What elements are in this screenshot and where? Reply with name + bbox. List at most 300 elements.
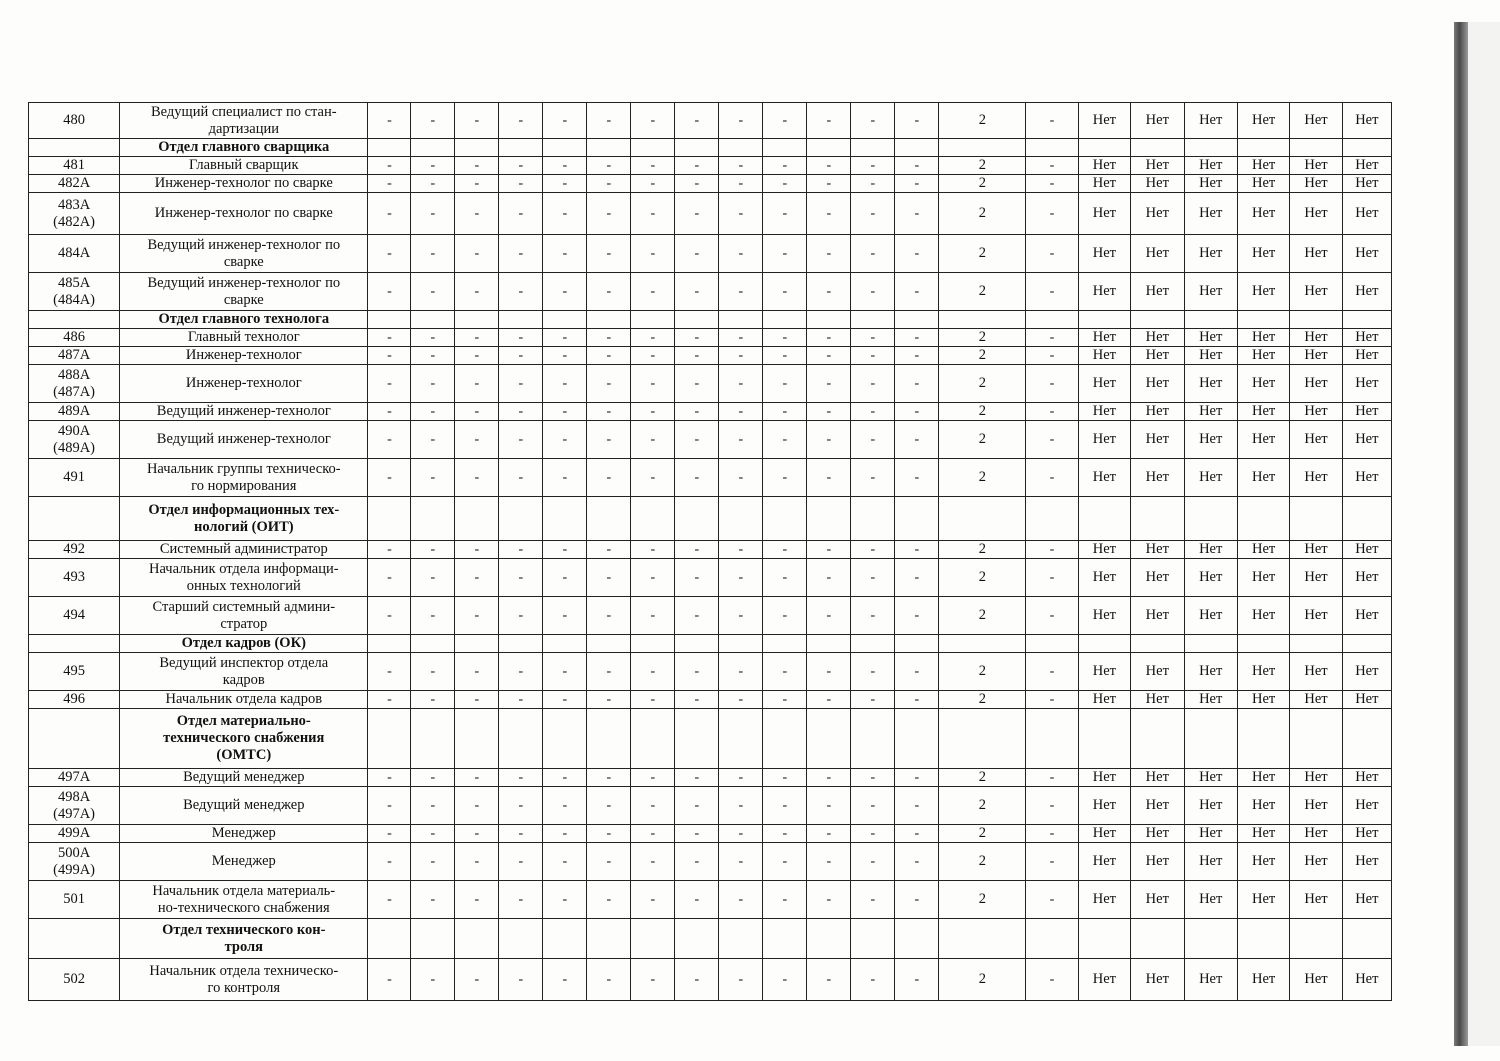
answer-cell: Нет bbox=[1131, 691, 1184, 709]
text-line: 483А bbox=[57, 196, 91, 213]
table-row bbox=[29, 193, 1392, 235]
answer-cell: Нет bbox=[1237, 653, 1289, 691]
dash-cell: - bbox=[411, 235, 455, 273]
count-cell: 2 bbox=[939, 403, 1026, 421]
position-name-cell bbox=[120, 421, 368, 459]
dash-cell: - bbox=[587, 843, 631, 881]
answer-cell: Нет bbox=[1237, 157, 1289, 175]
answer-cell: Нет bbox=[1131, 329, 1184, 347]
dash-cell: - bbox=[675, 787, 719, 825]
dash-cell: - bbox=[1026, 541, 1078, 559]
dash-cell: - bbox=[587, 541, 631, 559]
dash-cell: - bbox=[719, 825, 763, 843]
dash-cell: - bbox=[719, 559, 763, 597]
dash-cell: - bbox=[631, 541, 675, 559]
dash-cell: - bbox=[763, 691, 807, 709]
answer-cell: Нет bbox=[1342, 787, 1391, 825]
answer-cell: Нет bbox=[1342, 193, 1391, 235]
answer-cell bbox=[1131, 709, 1184, 769]
row-number-cell bbox=[29, 843, 120, 881]
dash-cell: - bbox=[895, 769, 939, 787]
count-cell: 2 bbox=[939, 959, 1026, 1001]
dash-cell bbox=[807, 635, 851, 653]
dash-cell: - bbox=[455, 881, 499, 919]
dash-cell: - bbox=[499, 881, 543, 919]
count-cell bbox=[939, 497, 1026, 541]
row-number-cell bbox=[29, 959, 120, 1001]
answer-cell: Нет bbox=[1342, 175, 1391, 193]
dash-cell: - bbox=[499, 691, 543, 709]
text-line: Менеджер bbox=[211, 853, 276, 869]
dash-cell: - bbox=[719, 459, 763, 497]
answer-cell: Нет bbox=[1078, 421, 1130, 459]
dash-cell: - bbox=[851, 273, 895, 311]
answer-cell: Нет bbox=[1078, 597, 1130, 635]
answer-cell: Нет bbox=[1078, 959, 1130, 1001]
answer-cell: Нет bbox=[1184, 421, 1237, 459]
dash-cell: - bbox=[543, 769, 587, 787]
answer-cell: Нет bbox=[1078, 329, 1130, 347]
text-line: 484А bbox=[57, 245, 91, 261]
dash-cell: - bbox=[807, 881, 851, 919]
dash-cell bbox=[807, 709, 851, 769]
dash-cell: - bbox=[499, 541, 543, 559]
dash-cell bbox=[895, 709, 939, 769]
dash-cell: - bbox=[411, 881, 455, 919]
dash-cell bbox=[411, 635, 455, 653]
dash-cell: - bbox=[675, 157, 719, 175]
dash-cell: - bbox=[719, 541, 763, 559]
table-row bbox=[29, 175, 1392, 193]
row-number-cell bbox=[29, 635, 120, 653]
answer-cell: Нет bbox=[1290, 421, 1342, 459]
answer-cell: Нет bbox=[1184, 459, 1237, 497]
dash-cell: - bbox=[631, 843, 675, 881]
dash-cell bbox=[411, 311, 455, 329]
dash-cell: - bbox=[411, 329, 455, 347]
dash-cell bbox=[368, 919, 411, 959]
answer-cell: Нет bbox=[1078, 193, 1130, 235]
dash-cell: - bbox=[1026, 273, 1078, 311]
answer-cell: Нет bbox=[1184, 365, 1237, 403]
row-number-cell bbox=[29, 825, 120, 843]
answer-cell: Нет bbox=[1131, 787, 1184, 825]
dash-cell: - bbox=[411, 175, 455, 193]
text-line: Инженер-технолог bbox=[185, 347, 302, 363]
text-line: Отдел информационных тех- bbox=[148, 501, 340, 518]
answer-cell bbox=[1237, 635, 1289, 653]
dash-cell bbox=[543, 497, 587, 541]
dash-cell bbox=[587, 919, 631, 959]
dash-cell bbox=[851, 635, 895, 653]
dash-cell: - bbox=[543, 825, 587, 843]
dash-cell: - bbox=[763, 175, 807, 193]
position-name-cell bbox=[120, 193, 368, 235]
dash-cell: - bbox=[587, 365, 631, 403]
answer-cell bbox=[1184, 635, 1237, 653]
dash-cell: - bbox=[895, 825, 939, 843]
text-line: Ведущий инженер-технолог по bbox=[147, 236, 341, 253]
dash-cell: - bbox=[631, 175, 675, 193]
answer-cell bbox=[1237, 919, 1289, 959]
dash-cell: - bbox=[851, 597, 895, 635]
dash-cell: - bbox=[587, 175, 631, 193]
dash-cell: - bbox=[895, 365, 939, 403]
dash-cell bbox=[587, 709, 631, 769]
table-row bbox=[29, 273, 1392, 311]
dash-cell: - bbox=[719, 597, 763, 635]
dash-cell: - bbox=[719, 365, 763, 403]
answer-cell: Нет bbox=[1290, 403, 1342, 421]
dash-cell: - bbox=[631, 273, 675, 311]
dash-cell: - bbox=[411, 193, 455, 235]
answer-cell bbox=[1078, 919, 1130, 959]
answer-cell bbox=[1131, 919, 1184, 959]
table-row bbox=[29, 403, 1392, 421]
dash-cell: - bbox=[499, 769, 543, 787]
dash-cell: - bbox=[411, 653, 455, 691]
answer-cell: Нет bbox=[1131, 235, 1184, 273]
dash-cell: - bbox=[499, 347, 543, 365]
dash-cell: - bbox=[1026, 959, 1078, 1001]
text-line: 481 bbox=[63, 157, 85, 173]
answer-cell bbox=[1237, 139, 1289, 157]
dash-cell: - bbox=[895, 347, 939, 365]
dash-cell bbox=[455, 311, 499, 329]
dash-cell: - bbox=[368, 175, 411, 193]
dash-cell: - bbox=[543, 959, 587, 1001]
answer-cell: Нет bbox=[1078, 881, 1130, 919]
dash-cell: - bbox=[543, 193, 587, 235]
dash-cell: - bbox=[631, 365, 675, 403]
dash-cell: - bbox=[763, 403, 807, 421]
dash-cell: - bbox=[851, 787, 895, 825]
text-line: Отдел главного технолога bbox=[158, 311, 330, 327]
answer-cell: Нет bbox=[1342, 881, 1391, 919]
dash-cell bbox=[411, 709, 455, 769]
dash-cell bbox=[543, 709, 587, 769]
dash-cell: - bbox=[543, 403, 587, 421]
dash-cell: - bbox=[1026, 103, 1078, 139]
dash-cell: - bbox=[631, 157, 675, 175]
dash-cell: - bbox=[763, 881, 807, 919]
position-name-cell bbox=[120, 843, 368, 881]
text-line: 495 bbox=[63, 663, 85, 679]
dash-cell: - bbox=[719, 235, 763, 273]
position-name-cell bbox=[120, 691, 368, 709]
row-number-cell bbox=[29, 459, 120, 497]
dash-cell: - bbox=[587, 597, 631, 635]
table-row bbox=[29, 881, 1392, 919]
dash-cell: - bbox=[455, 541, 499, 559]
answer-cell: Нет bbox=[1131, 175, 1184, 193]
answer-cell: Нет bbox=[1237, 365, 1289, 403]
dash-cell: - bbox=[1026, 157, 1078, 175]
department-header-row bbox=[29, 709, 1392, 769]
dash-cell: - bbox=[455, 597, 499, 635]
dash-cell bbox=[631, 709, 675, 769]
department-header-row bbox=[29, 635, 1392, 653]
dash-cell: - bbox=[587, 347, 631, 365]
text-line: Инженер-технолог bbox=[185, 375, 302, 391]
dash-cell bbox=[675, 497, 719, 541]
answer-cell bbox=[1237, 311, 1289, 329]
position-name-cell bbox=[120, 403, 368, 421]
dash-cell: - bbox=[851, 329, 895, 347]
answer-cell: Нет bbox=[1342, 541, 1391, 559]
text-line: но-технического снабжения bbox=[157, 899, 330, 916]
dash-cell: - bbox=[455, 769, 499, 787]
dash-cell bbox=[499, 919, 543, 959]
text-line: сварке bbox=[223, 253, 264, 270]
answer-cell: Нет bbox=[1342, 843, 1391, 881]
table-row bbox=[29, 329, 1392, 347]
count-cell: 2 bbox=[939, 103, 1026, 139]
dash-cell bbox=[675, 709, 719, 769]
answer-cell: Нет bbox=[1342, 235, 1391, 273]
dash-cell bbox=[499, 497, 543, 541]
dash-cell: - bbox=[719, 843, 763, 881]
dash-cell: - bbox=[719, 403, 763, 421]
dash-cell bbox=[455, 635, 499, 653]
dash-cell: - bbox=[368, 825, 411, 843]
dash-cell: - bbox=[587, 787, 631, 825]
dash-cell: - bbox=[675, 403, 719, 421]
text-line: 502 bbox=[63, 971, 85, 987]
text-line: 487А bbox=[57, 347, 91, 363]
answer-cell: Нет bbox=[1131, 597, 1184, 635]
dash-cell bbox=[631, 635, 675, 653]
department-header-row bbox=[29, 919, 1392, 959]
dash-cell: - bbox=[851, 559, 895, 597]
dash-cell: - bbox=[368, 103, 411, 139]
answer-cell: Нет bbox=[1078, 691, 1130, 709]
dash-cell: - bbox=[411, 787, 455, 825]
dash-cell: - bbox=[455, 559, 499, 597]
dash-cell: - bbox=[368, 347, 411, 365]
dash-cell: - bbox=[499, 403, 543, 421]
department-name-cell bbox=[120, 919, 368, 959]
answer-cell: Нет bbox=[1290, 541, 1342, 559]
dash-cell: - bbox=[763, 459, 807, 497]
answer-cell: Нет bbox=[1290, 825, 1342, 843]
dash-cell: - bbox=[587, 459, 631, 497]
staffing-table bbox=[28, 102, 1392, 1001]
dash-cell: - bbox=[1026, 825, 1078, 843]
department-header-row bbox=[29, 139, 1392, 157]
answer-cell: Нет bbox=[1078, 273, 1130, 311]
answer-cell: Нет bbox=[1290, 347, 1342, 365]
answer-cell: Нет bbox=[1342, 157, 1391, 175]
answer-cell bbox=[1078, 709, 1130, 769]
dash-cell: - bbox=[763, 653, 807, 691]
answer-cell: Нет bbox=[1078, 653, 1130, 691]
dash-cell: - bbox=[675, 347, 719, 365]
answer-cell bbox=[1342, 497, 1391, 541]
answer-cell bbox=[1184, 919, 1237, 959]
dash-cell bbox=[587, 311, 631, 329]
dash-cell: - bbox=[499, 273, 543, 311]
row-number-cell bbox=[29, 403, 120, 421]
dash-cell: - bbox=[763, 157, 807, 175]
dash-cell: - bbox=[631, 787, 675, 825]
answer-cell bbox=[1237, 709, 1289, 769]
dash-cell bbox=[1026, 139, 1078, 157]
dash-cell bbox=[719, 497, 763, 541]
dash-cell: - bbox=[719, 691, 763, 709]
answer-cell: Нет bbox=[1290, 787, 1342, 825]
dash-cell: - bbox=[499, 329, 543, 347]
dash-cell: - bbox=[851, 691, 895, 709]
table-row bbox=[29, 347, 1392, 365]
department-name-cell bbox=[120, 139, 368, 157]
answer-cell: Нет bbox=[1131, 769, 1184, 787]
dash-cell bbox=[807, 139, 851, 157]
answer-cell: Нет bbox=[1342, 691, 1391, 709]
dash-cell: - bbox=[1026, 421, 1078, 459]
dash-cell: - bbox=[631, 403, 675, 421]
answer-cell: Нет bbox=[1078, 235, 1130, 273]
dash-cell: - bbox=[895, 403, 939, 421]
table-row bbox=[29, 959, 1392, 1001]
text-line: Начальник отдела материаль- bbox=[152, 882, 336, 899]
scan-margin bbox=[1468, 22, 1500, 1046]
dash-cell: - bbox=[455, 235, 499, 273]
dash-cell: - bbox=[1026, 559, 1078, 597]
dash-cell: - bbox=[368, 273, 411, 311]
answer-cell: Нет bbox=[1342, 559, 1391, 597]
row-number-cell bbox=[29, 235, 120, 273]
dash-cell: - bbox=[807, 843, 851, 881]
dash-cell: - bbox=[368, 421, 411, 459]
dash-cell: - bbox=[895, 273, 939, 311]
answer-cell bbox=[1078, 497, 1130, 541]
answer-cell bbox=[1131, 497, 1184, 541]
dash-cell bbox=[851, 139, 895, 157]
dash-cell: - bbox=[499, 653, 543, 691]
text-line: (499А) bbox=[53, 861, 96, 878]
dash-cell: - bbox=[631, 825, 675, 843]
answer-cell: Нет bbox=[1342, 403, 1391, 421]
text-line: 492 bbox=[63, 541, 85, 557]
position-name-cell bbox=[120, 157, 368, 175]
count-cell: 2 bbox=[939, 597, 1026, 635]
dash-cell: - bbox=[851, 365, 895, 403]
dash-cell bbox=[543, 311, 587, 329]
count-cell bbox=[939, 709, 1026, 769]
dash-cell: - bbox=[587, 235, 631, 273]
answer-cell: Нет bbox=[1290, 157, 1342, 175]
text-line: Отдел технического кон- bbox=[162, 921, 326, 938]
dash-cell: - bbox=[455, 157, 499, 175]
answer-cell bbox=[1184, 709, 1237, 769]
answer-cell: Нет bbox=[1184, 347, 1237, 365]
dash-cell: - bbox=[411, 157, 455, 175]
answer-cell bbox=[1078, 311, 1130, 329]
dash-cell: - bbox=[411, 421, 455, 459]
row-number-cell bbox=[29, 421, 120, 459]
answer-cell: Нет bbox=[1237, 421, 1289, 459]
answer-cell: Нет bbox=[1078, 157, 1130, 175]
table-row bbox=[29, 103, 1392, 139]
row-number-cell bbox=[29, 157, 120, 175]
answer-cell: Нет bbox=[1342, 597, 1391, 635]
row-number-cell bbox=[29, 273, 120, 311]
dash-cell bbox=[1026, 497, 1078, 541]
dash-cell bbox=[499, 709, 543, 769]
text-line: Ведущий инженер-технолог bbox=[156, 403, 331, 419]
position-name-cell bbox=[120, 347, 368, 365]
position-name-cell bbox=[120, 541, 368, 559]
count-cell: 2 bbox=[939, 235, 1026, 273]
dash-cell: - bbox=[675, 843, 719, 881]
dash-cell: - bbox=[543, 273, 587, 311]
dash-cell: - bbox=[763, 769, 807, 787]
dash-cell bbox=[895, 139, 939, 157]
dash-cell: - bbox=[719, 421, 763, 459]
answer-cell: Нет bbox=[1237, 691, 1289, 709]
dash-cell: - bbox=[631, 347, 675, 365]
dash-cell: - bbox=[851, 103, 895, 139]
dash-cell: - bbox=[675, 459, 719, 497]
dash-cell: - bbox=[587, 193, 631, 235]
dash-cell: - bbox=[368, 691, 411, 709]
dash-cell: - bbox=[368, 559, 411, 597]
answer-cell: Нет bbox=[1237, 881, 1289, 919]
text-line: Отдел кадров (ОК) bbox=[181, 635, 306, 651]
dash-cell: - bbox=[631, 769, 675, 787]
dash-cell: - bbox=[719, 959, 763, 1001]
answer-cell: Нет bbox=[1237, 193, 1289, 235]
count-cell: 2 bbox=[939, 273, 1026, 311]
dash-cell: - bbox=[1026, 329, 1078, 347]
answer-cell: Нет bbox=[1342, 347, 1391, 365]
dash-cell: - bbox=[1026, 597, 1078, 635]
answer-cell bbox=[1078, 139, 1130, 157]
answer-cell: Нет bbox=[1290, 653, 1342, 691]
dash-cell: - bbox=[587, 559, 631, 597]
dash-cell bbox=[455, 709, 499, 769]
text-line: Начальник отдела информаци- bbox=[148, 560, 339, 577]
department-name-cell bbox=[120, 635, 368, 653]
answer-cell: Нет bbox=[1184, 157, 1237, 175]
dash-cell: - bbox=[675, 541, 719, 559]
dash-cell bbox=[719, 919, 763, 959]
dash-cell: - bbox=[807, 421, 851, 459]
row-number-cell bbox=[29, 541, 120, 559]
answer-cell bbox=[1290, 635, 1342, 653]
position-name-cell bbox=[120, 273, 368, 311]
dash-cell: - bbox=[851, 157, 895, 175]
answer-cell: Нет bbox=[1184, 597, 1237, 635]
dash-cell bbox=[675, 919, 719, 959]
count-cell: 2 bbox=[939, 365, 1026, 403]
table-row bbox=[29, 365, 1392, 403]
row-number-cell bbox=[29, 103, 120, 139]
answer-cell bbox=[1290, 497, 1342, 541]
position-name-cell bbox=[120, 175, 368, 193]
dash-cell: - bbox=[851, 175, 895, 193]
row-number-cell bbox=[29, 365, 120, 403]
text-line: кадров bbox=[222, 671, 265, 688]
text-line: 482А bbox=[57, 175, 91, 191]
dash-cell: - bbox=[587, 103, 631, 139]
dash-cell: - bbox=[499, 959, 543, 1001]
dash-cell bbox=[455, 139, 499, 157]
dash-cell: - bbox=[807, 653, 851, 691]
table-row bbox=[29, 769, 1392, 787]
text-line: сварке bbox=[223, 291, 264, 308]
